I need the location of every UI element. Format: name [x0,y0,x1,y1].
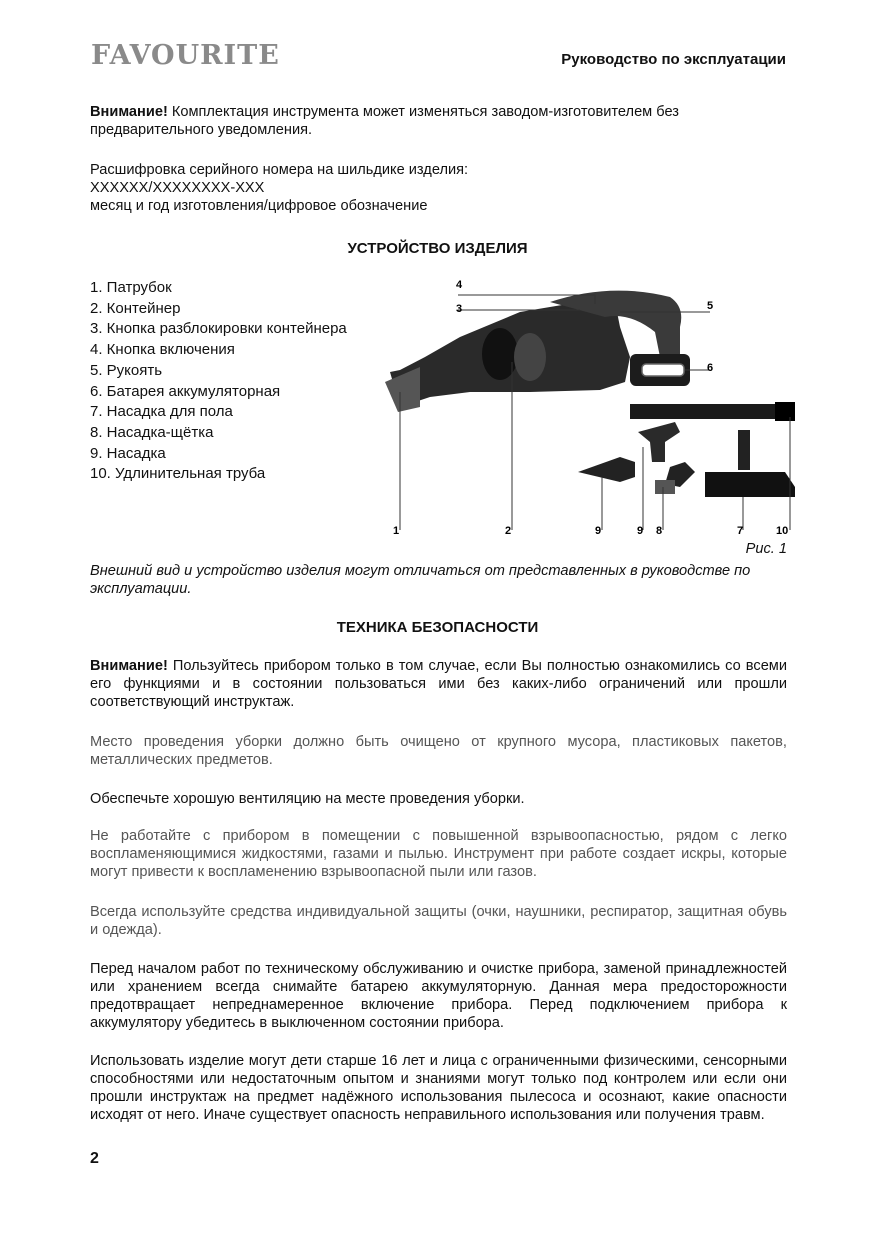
attention-text: Комплектация инструмента может изменяться заводом-изготовителем без предварительного уведомления. [90,104,679,138]
figure-label: 1 [393,525,400,537]
nozzle-illustration [578,457,635,482]
safety-paragraph-1: Место проведения уборки должно быть очищено от крупного мусора, пластиковых пакетов, металлических предметов. [90,734,787,768]
safety-attention [90,657,787,711]
vacuum-illustration [385,291,690,412]
safety-section-title: ТЕХНИКА БЕЗОПАСНОСТИ [336,619,539,636]
serial-line-2: XXXXXX/XXXXXXXX-XXX [90,180,265,196]
brand-logo: FAVOURITE [91,40,280,71]
attention-label: Внимание! [90,658,168,674]
figure-caption: Рис. 1 [745,541,787,557]
attention-text: Пользуйтесь прибором только в том случае, если Вы полностью ознакомились со всеми его функциями и в состоянии пользоваться ими без каких-либо ограничений или прошли соответствующий инструктаж. [90,658,787,710]
figure-label: 9 [595,525,602,537]
serial-line-3: месяц и год изготовления/цифровое обозначение [90,198,428,214]
page-number: 2 [90,1150,99,1167]
figure-label: 4 [456,279,463,291]
safety-paragraph-6: Использовать изделие могут дети старше 16 лет и лица с ограниченными физическими, сенсорными способностями или недостаточным опытом и знаниями могут только под контролем или если они прошли инструктаж на предмет надёжного использования пылесоса и осознают, какие опасности исходят от него. Иначе существует опасность неправильного использования или получения травм. [90,1053,787,1123]
list-item: 10. Удлинительная труба [90,465,266,483]
figure-label: 10 [776,525,789,537]
attention-label: Внимание! [90,104,168,120]
device-section-title: УСТРОЙСТВО ИЗДЕЛИЯ [347,240,528,257]
list-item: 3. Кнопка разблокировки контейнера [90,320,347,338]
list-item: 8. Насадка-щётка [90,423,214,441]
attention-note [90,103,787,139]
parts-list [90,278,347,485]
list-item: 6. Батарея аккумуляторная [90,382,281,400]
list-item: 7. Насадка для пола [90,403,233,421]
list-item: 9. Насадка [90,444,166,462]
safety-paragraph-3: Не работайте с прибором в помещении с повышенной взрывоопасностью, рядом с легко воспламеняющимися жидкостями, газами и пылью. Инструмент при работе создает искры, которые могут привести к воспламенению взрывоопасной пыли или газов. [90,828,787,880]
vacuum-cleaner-figure [380,272,800,542]
extension-tube-illustration [630,404,795,419]
angled-nozzle-illustration [638,422,680,462]
brush-nozzle-illustration [655,462,695,494]
safety-paragraph-2: Обеспечьте хорошую вентиляцию на месте проведения уборки. [90,791,525,807]
figure-label: 7 [737,525,744,537]
list-item: 5. Рукоять [90,361,163,379]
safety-paragraph-4: Всегда используйте средства индивидуальной защиты (очки, наушники, респиратор, защитная обувь и одежда). [90,904,787,938]
figure-label: 9 [637,525,644,537]
figure-label: 6 [707,362,714,374]
appearance-note: Внешний вид и устройство изделия могут отличаться от представленных в руководстве по эксплуатации. [90,563,751,597]
list-item: 4. Кнопка включения [90,341,235,359]
list-item: 1. Патрубок [90,279,172,296]
floor-nozzle-illustration [705,430,795,497]
figure-label: 8 [656,525,663,537]
serial-decoding [90,161,787,215]
figure-label: 5 [707,300,714,312]
figure-label: 3 [456,303,463,315]
document-title: Руководство по эксплуатации [561,51,786,68]
serial-line-1: Расшифровка серийного номера на шильдике изделия: [90,162,469,178]
figure-label: 2 [505,525,512,537]
list-item: 2. Контейнер [90,299,181,317]
safety-paragraph-5: Перед началом работ по техническому обслуживанию и очистке прибора, заменой принадлежностей или хранением всегда снимайте батарею аккумуляторную. Данная мера предосторожности предотвращает непреднамеренное включение прибора. Перед подключением прибора к аккумулятору убедитесь в выключенном состоянии прибора. [90,961,787,1031]
